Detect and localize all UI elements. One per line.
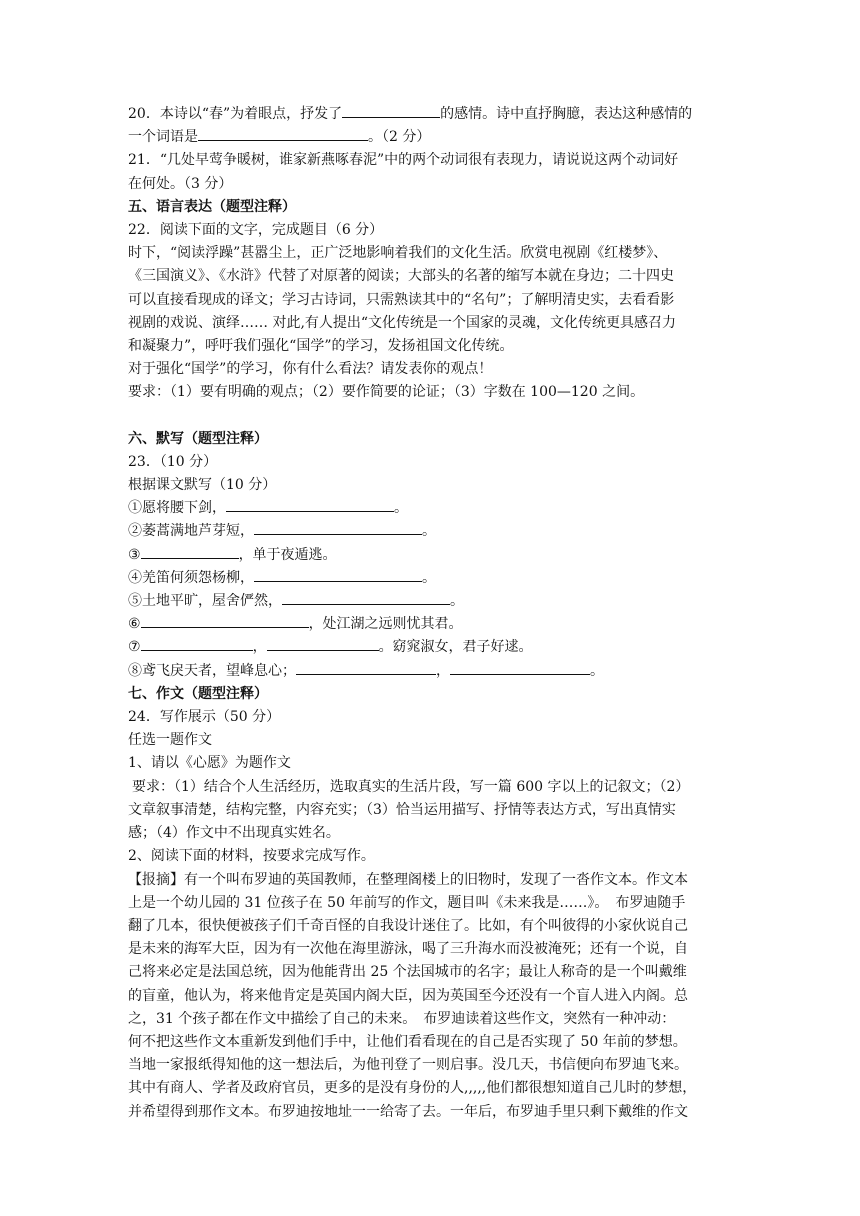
q24-line: 感；（4）作文中不出现真实姓名。 <box>128 825 340 842</box>
q21-line1: 21．“几处早莺争暖树，谁家新燕啄春泥”中的两个动词很有表现力，请说说这两个动词好 <box>128 152 679 169</box>
item-text: 。 <box>422 569 436 586</box>
q22-line: 时下，“阅读浮躁”甚嚣尘上，正广泛地影响着我们的文化生活。欣赏电视剧《红楼梦》、 <box>128 245 668 262</box>
answer-blank[interactable] <box>141 613 309 628</box>
item-text: ④羌笛何须怨杨柳， <box>128 569 254 586</box>
material-line: 翻了几本，很快便被孩子们千奇百怪的自我设计迷住了。比如，有个叫彼得的小家伙说自己 <box>128 917 688 934</box>
answer-blank[interactable] <box>141 636 253 651</box>
q24-line: 1、请以《心愿》为题作文 <box>128 755 291 772</box>
q23-line: 根据课文默写（10 分） <box>128 477 277 494</box>
q22-line: 视剧的戏说、演绎…… 对此,有人提出“文化传统是一个国家的灵魂，文化传统更具感召力 <box>128 314 677 331</box>
answer-blank[interactable] <box>342 103 440 118</box>
item-text: ， <box>252 639 267 656</box>
answer-blank[interactable] <box>282 590 450 605</box>
item-text: ⑧鸢飞戾天者，望峰息心； <box>128 662 296 679</box>
material-line: 何不把这些作文本重新发到他们手中，让他们看看现在的自己是否实现了 50 年前的梦想。 <box>128 1033 687 1050</box>
material-line: 己将来必定是法国总统，因为他能背出 25 个法国城市的名字；最让人称奇的是一个叫戴维 <box>128 964 687 981</box>
section-heading: 五、语言表达（题型注释） <box>128 198 296 215</box>
q24-line: 要求：（1）结合个人生活经历，选取真实的生活片段，写一篇 600 字以上的记叙文；（2） <box>132 778 690 795</box>
material-line: 之，31 个孩子都在作文中描绘了自己的未来。 布罗迪读着这些作文，突然有一种冲动： <box>128 1010 676 1027</box>
answer-blank[interactable] <box>254 520 422 535</box>
q20-line2 <box>128 126 740 149</box>
answer-blank[interactable] <box>296 660 436 675</box>
recitation-item <box>128 590 740 613</box>
q24-line: 任选一题作文 <box>128 732 212 749</box>
item-text: 。 <box>422 523 436 540</box>
item-text: ，单于夜遁逃。 <box>238 546 337 563</box>
recitation-item <box>128 567 740 590</box>
answer-blank[interactable] <box>450 660 590 675</box>
section-heading: 六、默写（题型注释） <box>128 430 268 447</box>
item-text: 。 <box>590 662 604 679</box>
material-line: 【报摘】有一个叫布罗迪的英国教师，在整理阁楼上的旧物时，发现了一沓作文本。作文本 <box>128 871 688 888</box>
item-text: ②萎蒿满地芦芽短， <box>128 523 254 540</box>
q22-line: 《三国演义》、《水浒》代替了对原著的阅读；大部头的名著的缩写本就在身边；二十四史 <box>128 268 674 285</box>
material-line: 上是一个幼儿园的 31 位孩子在 50 年前写的作文，题目叫《未来我是……》。 布罗迪随手 <box>128 894 686 911</box>
material-line: 其中有商人、学者及政府官员，更多的是没有身份的人,,,,,他们都很想知道自己儿时的梦想， <box>128 1080 697 1097</box>
item-text: 。 <box>450 593 464 610</box>
item-text: ③ <box>128 546 141 563</box>
recitation-item <box>128 660 740 683</box>
item-text: ， <box>436 662 450 679</box>
answer-blank[interactable] <box>141 544 239 559</box>
q24-line: 2、阅读下面的材料，按要求完成写作。 <box>128 848 375 865</box>
recitation-item <box>128 497 740 520</box>
item-text: 。窈窕淑女，君子好逑。 <box>378 639 533 656</box>
recitation-item <box>128 544 740 567</box>
q21-line2: 在何处。（3 分） <box>128 175 233 192</box>
spacer <box>128 405 740 428</box>
q22-line: 可以直接看现成的译文；学习古诗词，只需熟读其中的“名句”；了解明清史实，去看看影 <box>128 291 675 308</box>
answer-blank[interactable] <box>226 497 394 512</box>
item-text: ①愿将腰下剑， <box>128 500 226 517</box>
q23-line: 23．（10 分） <box>128 453 218 470</box>
item-text: 。 <box>394 500 408 517</box>
q20-text: 20．本诗以“春”为着眼点，抒发了 <box>128 106 343 122</box>
section-heading: 七、作文（题型注释） <box>128 685 268 702</box>
answer-blank[interactable] <box>198 126 368 141</box>
material-line: 并希望得到那作文本。布罗迪按地址一一给寄了去。一年后，布罗迪手里只剩下戴维的作文 <box>128 1103 688 1120</box>
item-text: ⑦ <box>128 639 141 656</box>
q24-line: 文章叙事清楚，结构完整，内容充实；（3）恰当运用描写、抒情等表达方式，写出真情实 <box>128 801 676 818</box>
item-text: ⑤土地平旷，屋舍俨然， <box>128 593 282 610</box>
material-line: 是未来的海军大臣，因为有一次他在海里游泳，喝了三升海水而没被淹死；还有一个说，自 <box>128 941 688 958</box>
recitation-item <box>128 520 740 543</box>
q20-line1 <box>128 103 740 126</box>
exam-page <box>128 103 740 1124</box>
q24-line: 24．写作展示（50 分） <box>128 709 281 726</box>
q22-line: 要求：（1）要有明确的观点；（2）要作简要的论证；（3）字数在 100—120 之间。 <box>128 384 645 401</box>
item-text: ⑥ <box>128 616 141 633</box>
q20-text: 。（2 分） <box>368 129 431 146</box>
q22-line: 对于强化“国学”的学习，你有什么看法？请发表你的观点！ <box>128 361 493 378</box>
item-text: ，处江湖之远则忧其君。 <box>308 616 463 633</box>
q22-line: 22．阅读下面的文字，完成题目（6 分） <box>128 222 384 239</box>
q22-line: 和凝聚力”，呼吁我们强化“国学”的学习，发扬祖国文化传统。 <box>128 338 514 355</box>
material-line: 的盲童，他认为，将来他肯定是英国内阁大臣，因为英国至今还没有一个盲人进入内阁。总 <box>128 987 688 1004</box>
answer-blank[interactable] <box>254 567 422 582</box>
recitation-item <box>128 613 740 636</box>
answer-blank[interactable] <box>267 636 379 651</box>
q20-text: 的感情。诗中直抒胸臆，表达这种感情的 <box>440 106 693 122</box>
recitation-item <box>128 636 740 659</box>
q20-text: 一个词语是 <box>128 129 198 146</box>
material-line: 当地一家报纸得知他的这一想法后，为他刊登了一则启事。没几天，书信便向布罗迪飞来。 <box>128 1057 688 1074</box>
